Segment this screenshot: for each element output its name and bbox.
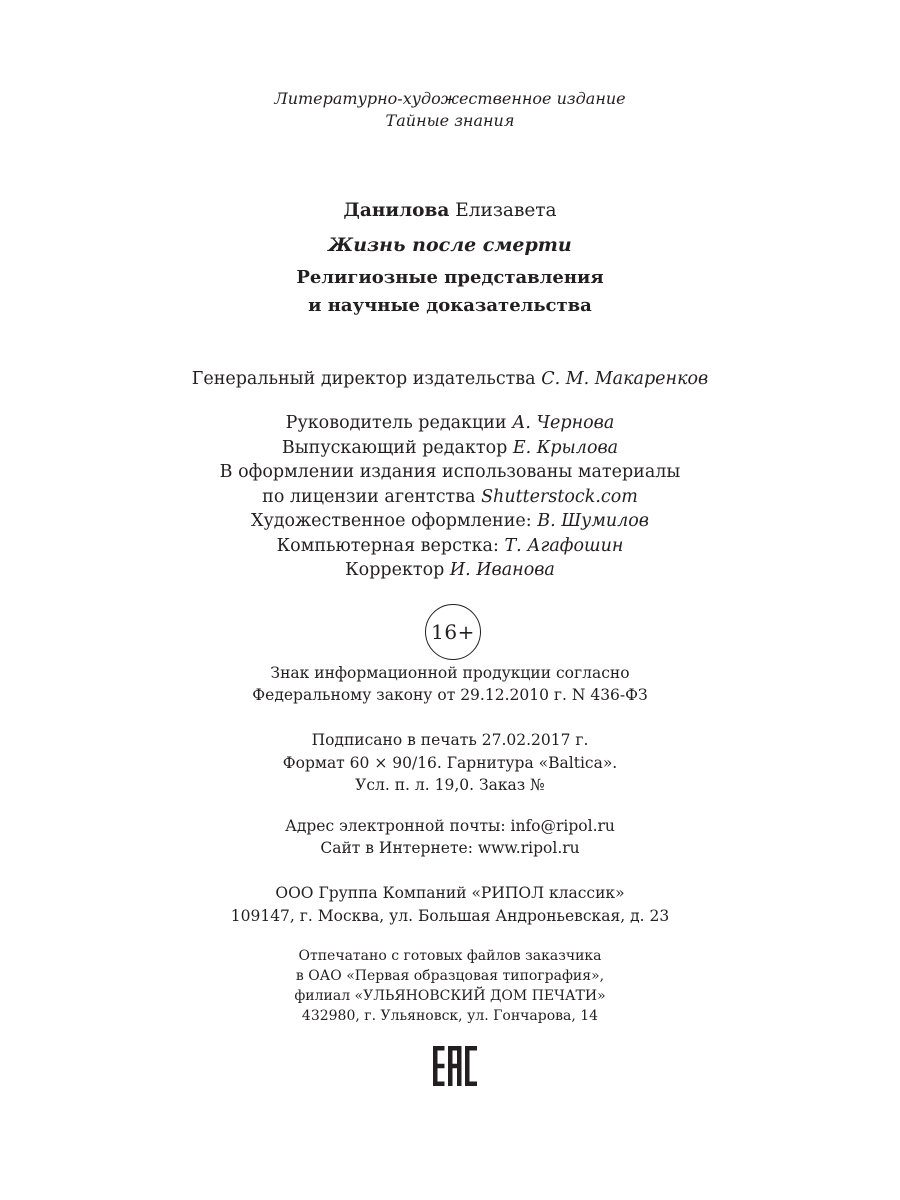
director-name: С. М. Макаренков — [541, 369, 709, 389]
info-product-notice: Знак информационной продукции согласно Федеральному закону от 29.12.2010 г. N 436-ФЗ — [252, 664, 648, 704]
website-line: Сайт в Интернете: www.ripol.ru — [320, 838, 580, 857]
general-director — [0, 366, 900, 392]
author — [0, 198, 900, 224]
publisher-contacts — [0, 816, 900, 859]
staff-line: Художественное оформление: В. Шумилов — [251, 511, 649, 531]
staff-line: Корректор И. Иванова — [345, 560, 555, 580]
series-info — [0, 88, 900, 132]
author-surname: Данилова — [343, 200, 450, 221]
staff-line: Компьютерная верстка: Т. Агафошин — [276, 535, 624, 556]
series-name: Тайные знания — [385, 111, 515, 130]
editorial-staff — [0, 411, 900, 583]
email-line: Адрес электронной почты: info@ripol.ru — [285, 817, 615, 835]
director-role: Генеральный директор издательства — [191, 369, 536, 389]
print-details: Подписано в печать 27.02.2017 г. Формат 60 × 90/16. Гарнитура «Baltica». Усл. п. л. 19,0. Заказ № — [282, 731, 618, 794]
staff-line: Руководитель редакции А. Чернова — [285, 413, 615, 433]
eac-icon — [433, 1046, 477, 1086]
book-title: Жизнь после смерти — [328, 234, 572, 256]
author-given-name: Елизавета — [455, 200, 557, 221]
publisher-name: ООО Группа Компаний «РИПОЛ классик» — [275, 884, 625, 902]
publisher-info — [0, 882, 900, 927]
printer-info: Отпечатано с готовых файлов заказчика в ОАО «Первая образцовая типография», филиал «УЛЬЯНОВСКИЙ ДОМ ПЕЧАТИ» 432980, г. Ульяновск, ул. Гончарова, 14 — [294, 948, 606, 1024]
age-rating-badge: 16+ — [425, 604, 481, 660]
publisher-address: 109147, г. Москва, ул. Большая Андроньевская, д. 23 — [230, 906, 670, 925]
staff-line: В оформлении издания использованы материалы — [219, 462, 681, 482]
book-subtitle: Религиозные представления и научные доказательства — [296, 267, 604, 316]
staff-line: Выпускающий редактор Е. Крылова — [281, 437, 619, 458]
edition-type: Литературно-художественное издание — [274, 89, 626, 108]
staff-line: по лицензии агентства Shutterstock.com — [262, 486, 638, 507]
